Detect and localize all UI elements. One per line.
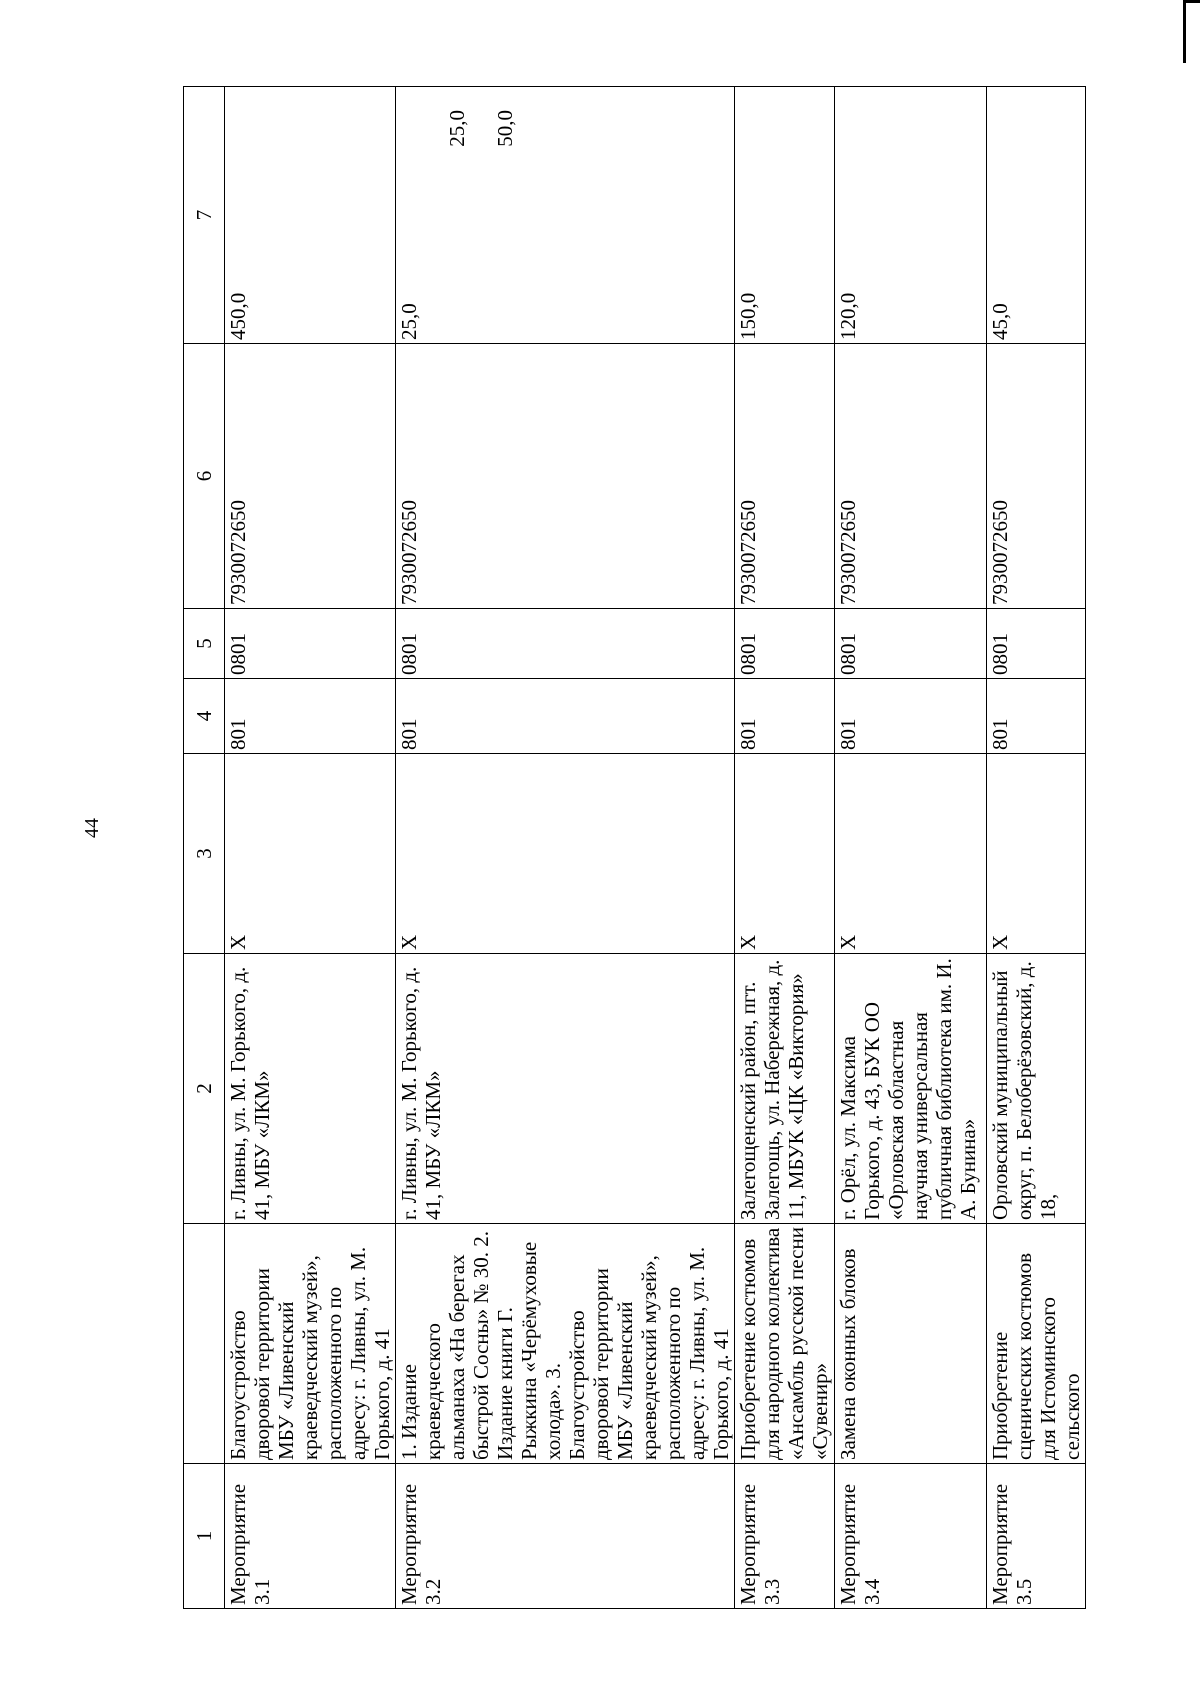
event-cell: Мероприятие 3.4	[835, 1464, 987, 1609]
header-col-3: 3	[184, 754, 225, 954]
col4-cell: 801	[396, 679, 735, 754]
col6-cell: 7930072650	[835, 344, 987, 609]
col5-cell: 0801	[225, 609, 396, 679]
amount-cell: 450,0	[225, 87, 396, 344]
amount-cell	[396, 87, 735, 344]
col6-cell: 7930072650	[225, 344, 396, 609]
col5-cell: 0801	[396, 609, 735, 679]
table-row	[987, 87, 1086, 1609]
description-cell: 1. Издание краеведческого альманаха «На берегах быстрой Сосны» № 30. 2. Издание книги Г. Рыжкина «Черёмуховые холода». 3. Благоустройство дворовой территории МБУ «Ливенский краеведческий музей», расположенного по адресу: г. Ливны, ул. М. Горького, д. 41	[396, 1224, 735, 1464]
col3-cell: X	[735, 754, 835, 954]
col5-cell: 0801	[835, 609, 987, 679]
corner-crop-mark	[1183, 0, 1200, 63]
event-cell: Мероприятие 3.3	[735, 1464, 835, 1609]
col4-cell: 801	[735, 679, 835, 754]
header-col-2: 2	[184, 954, 225, 1224]
col3-cell: X	[396, 754, 735, 954]
budget-table	[183, 86, 1086, 1609]
description-cell: Замена оконных блоков	[835, 1224, 987, 1464]
col3-cell: X	[987, 754, 1086, 954]
amount-cell: 120,0	[835, 87, 987, 344]
description-cell: Благоустройство дворовой территории МБУ «Ливенский краеведческий музей», расположенного по адресу: г. Ливны, ул. М. Горького, д. 41	[225, 1224, 396, 1464]
table-row	[225, 87, 396, 1609]
event-cell: Мероприятие 3.2	[396, 1464, 735, 1609]
col3-cell: X	[225, 754, 396, 954]
header-col-6: 6	[184, 344, 225, 609]
col3-cell: X	[835, 754, 987, 954]
table-row	[835, 87, 987, 1609]
address-cell: Залегощенский район, пгт. Залегощь, ул. Набережная, д. 11, МБУК «ЦК «Виктория»	[735, 954, 835, 1224]
amount-gap	[469, 90, 493, 340]
address-cell: г. Ливны, ул. М. Горького, д. 41, МБУ «ЛКМ»	[396, 954, 735, 1224]
col5-cell: 0801	[987, 609, 1086, 679]
header-row	[184, 87, 225, 1609]
amount-cell: 45,0	[987, 87, 1086, 344]
event-cell: Мероприятие 3.5	[987, 1464, 1086, 1609]
address-cell: г. Орёл, ул. Максима Горького, д. 43, БУК ОО «Орловская областная научная универсальная публичная библиотека им. И. А. Бунина»	[835, 954, 987, 1224]
amount-cell: 150,0	[735, 87, 835, 344]
amount-value-3: 50,0	[493, 110, 517, 147]
page-number: 44	[81, 818, 103, 838]
col5-cell: 0801	[735, 609, 835, 679]
col4-cell: 801	[835, 679, 987, 754]
address-cell: г. Ливны, ул. М. Горького, д. 41, МБУ «ЛКМ»	[225, 954, 396, 1224]
address-cell: Орловский муниципальный округ, п. Белоберёзовский, д. 18,	[987, 954, 1086, 1224]
budget-table-frame	[183, 87, 1084, 1609]
amount-value-1: 25,0	[397, 303, 421, 340]
amount-value-2: 25,0	[445, 110, 469, 147]
header-col-7: 7	[184, 87, 225, 344]
amount-gap	[421, 90, 445, 340]
table-row	[735, 87, 835, 1609]
table-row	[396, 87, 735, 1609]
col6-cell: 7930072650	[735, 344, 835, 609]
description-cell: Приобретение сценических костюмов для Истоминского сельского	[987, 1224, 1086, 1464]
header-col-1: 1	[184, 1464, 225, 1609]
col6-cell: 7930072650	[987, 344, 1086, 609]
event-cell: Мероприятие 3.1	[225, 1464, 396, 1609]
col4-cell: 801	[987, 679, 1086, 754]
col6-cell: 7930072650	[396, 344, 735, 609]
header-col-1b	[184, 1224, 225, 1464]
header-col-5: 5	[184, 609, 225, 679]
description-cell: Приобретение костюмов для народного коллектива «Ансамбль русской песни «Сувенир»	[735, 1224, 835, 1464]
col4-cell: 801	[225, 679, 396, 754]
header-col-4: 4	[184, 679, 225, 754]
